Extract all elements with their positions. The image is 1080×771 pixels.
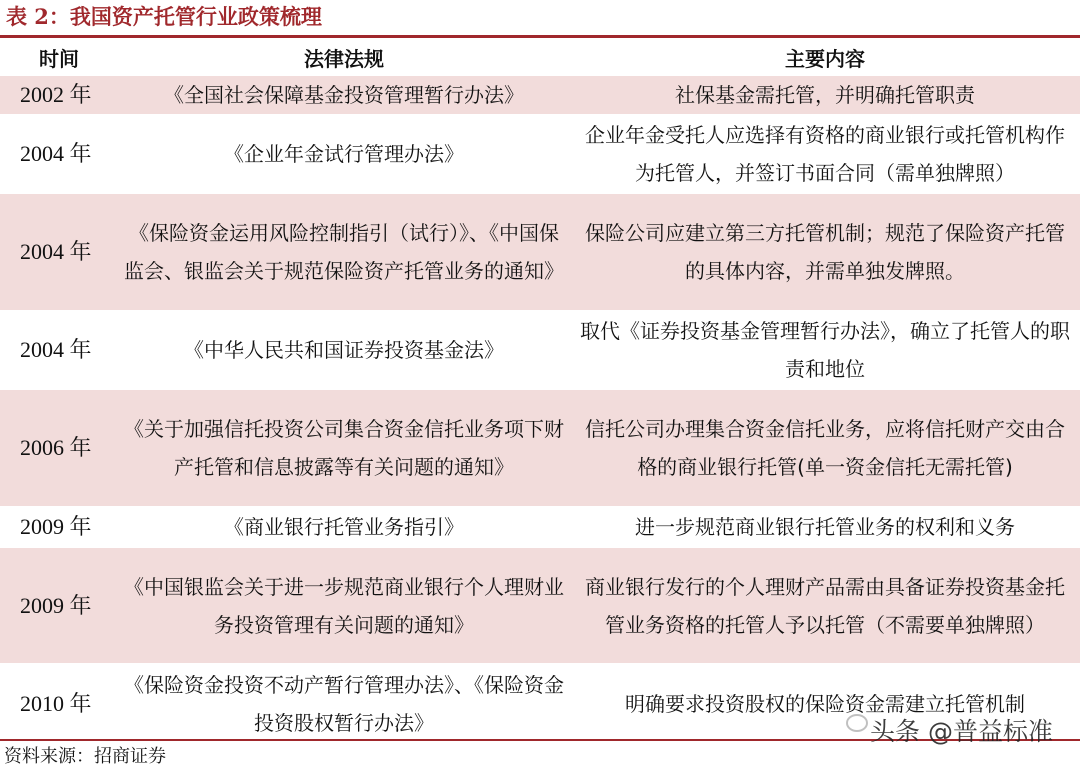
row-law: 《中华人民共和国证券投资基金法》 [118,311,570,389]
row-content: 进一步规范商业银行托管业务的权利和义务 [570,507,1080,547]
row-law: 《全国社会保障基金投资管理暂行办法》 [118,75,570,115]
source-note: 资料来源：招商证券 [4,746,166,767]
row-content: 保险公司应建立第三方托管机制；规范了保险资产托管的具体内容，并需单独发牌照。 [570,193,1080,311]
table-title: 表 2：我国资产托管行业政策梳理 [6,4,322,29]
row-law: 《商业银行托管业务指引》 [118,507,570,547]
row-law: 《企业年金试行管理办法》 [118,115,570,193]
table-row [0,115,1080,193]
row-year: 2006 年 [0,389,118,507]
row-law: 《中国银监会关于进一步规范商业银行个人理财业务投资管理有关问题的通知》 [118,547,570,664]
header-law: 法律法规 [304,46,384,71]
row-year: 2004 年 [0,115,118,193]
row-law: 《关于加强信托投资公司集合资金信托业务项下财产托管和信息披露等有关问题的通知》 [118,389,570,507]
row-content: 信托公司办理集合资金信托业务，应将信托财产交由合格的商业银行托管(单一资金信托无需托管) [570,389,1080,507]
watermark-icon [846,714,868,732]
table-row [0,75,1080,115]
row-year: 2004 年 [0,311,118,389]
row-year: 2004 年 [0,193,118,311]
top-rule [0,35,1080,38]
table-row [0,507,1080,547]
header-time: 时间 [39,46,79,71]
row-content: 企业年金受托人应选择有资格的商业银行或托管机构作为托管人，并签订书面合同（需单独牌照） [570,115,1080,193]
row-content: 取代《证券投资基金管理暂行办法》，确立了托管人的职责和地位 [570,311,1080,389]
table-row [0,547,1080,664]
watermark [846,712,1053,748]
row-year: 2002 年 [0,75,118,115]
row-content: 社保基金需托管，并明确托管职责 [570,75,1080,115]
row-law: 《保险资金投资不动产暂行管理办法》、《保险资金投资股权暂行办法》 [118,664,570,742]
table-row [0,389,1080,507]
row-content: 明确要求投资股权的保险资金需建立托管机制 [570,664,1080,742]
table-row [0,311,1080,389]
table-row [0,193,1080,311]
row-content: 商业银行发行的个人理财产品需由具备证券投资基金托管业务资格的托管人予以托管（不需要单独牌照） [570,547,1080,664]
row-year: 2009 年 [0,507,118,547]
policy-table [0,40,1080,742]
header-content: 主要内容 [785,46,865,71]
row-year: 2010 年 [0,664,118,742]
row-law: 《保险资金运用风险控制指引（试行）》、《中国保监会、银监会关于规范保险资产托管业务的通知》 [118,193,570,311]
row-year: 2009 年 [0,547,118,664]
header-row [0,40,1080,75]
watermark-text: 头条 @普益标准 [870,717,1053,746]
